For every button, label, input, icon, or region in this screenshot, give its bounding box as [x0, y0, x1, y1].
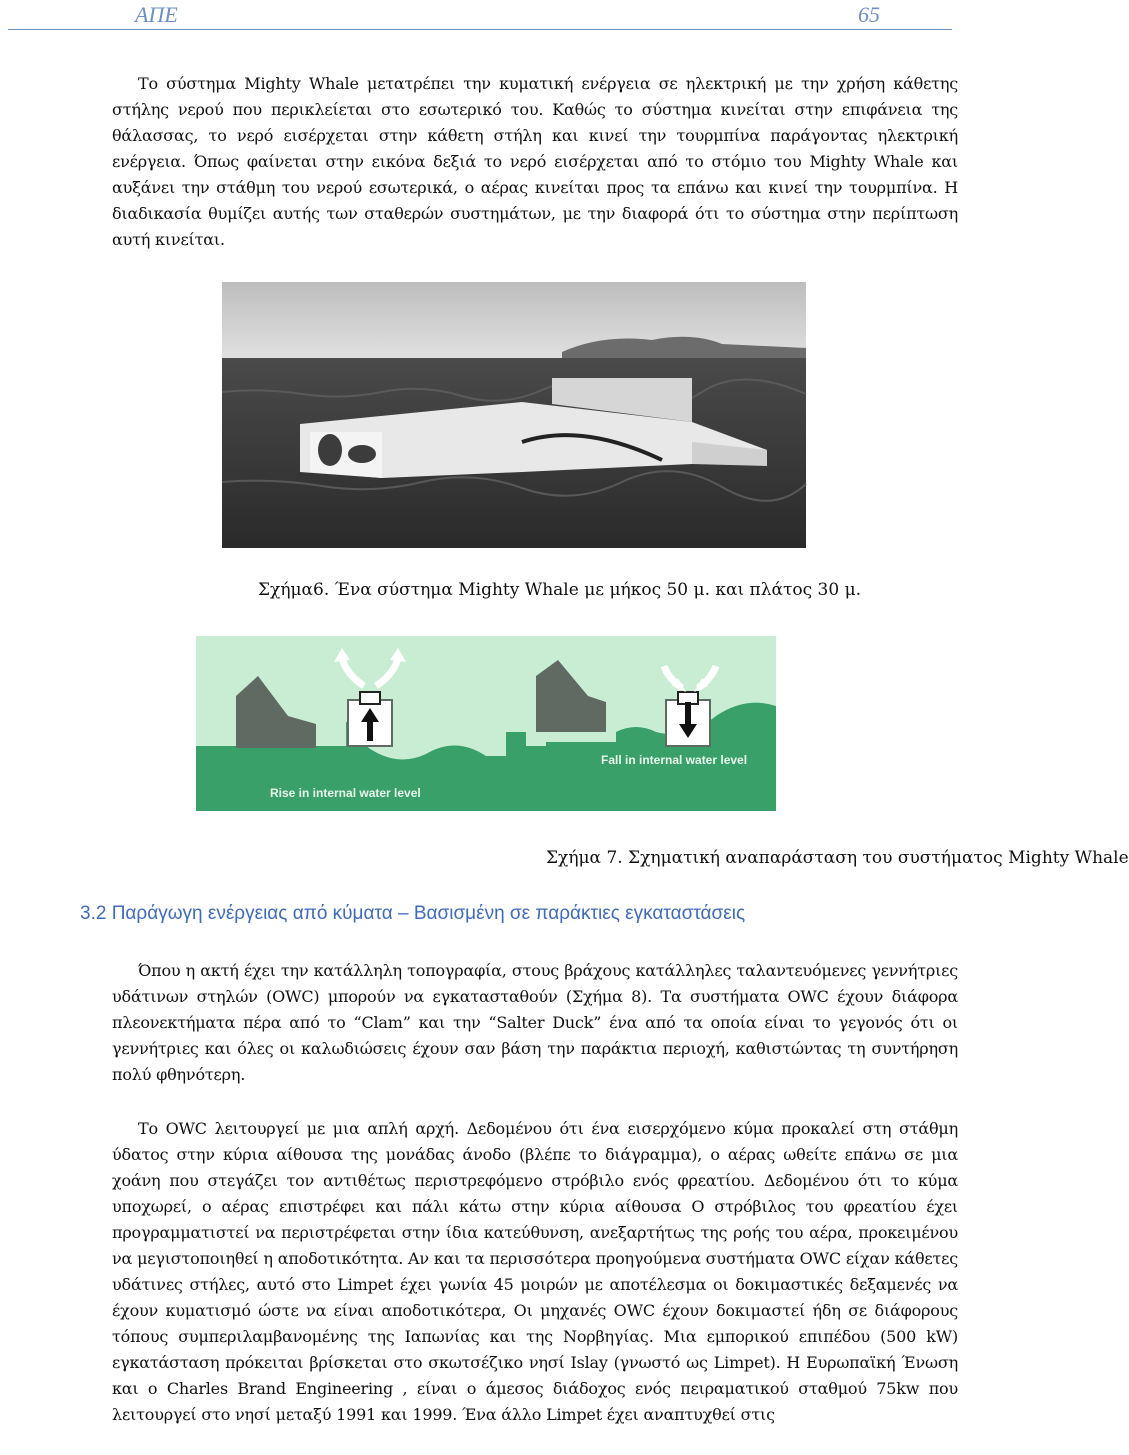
paragraph-text: Όπου η ακτή έχει την κατάλληλη τοπογραφία, στους βράχους κατάλληλες ταλαντευόμενες γεννήτριες υδάτινων στηλών (OWC) μπορούν να εγκατασταθούν (Σχήμα 8). Τα συστήματα OWC έχουν διάφορα πλεονεκτήματα πέρα από το “Clam” και την “Salter Duck” ένα από τα οποία είναι το γεγονός ότι οι γεννήτριες και όλες οι καλωδιώσεις έχουν σαν βάση την παράκτια περιοχή, καθιστώντας τη συντήρηση πολύ φθηνότερη.: [112, 961, 958, 1084]
header-title: ΑΠΕ: [135, 2, 178, 27]
figure6-caption: Σχήμα6. Ένα σύστημα Mighty Whale με μήκος 50 μ. και πλάτος 30 μ.: [258, 580, 862, 600]
label-fall: Fall in internal water level: [601, 753, 748, 767]
paragraph-owc-intro: [112, 958, 958, 1088]
header-rule: [8, 29, 952, 30]
section-heading: 3.2 Παράγωγη ενέργειας από κύματα – Βασισμένη σε παράκτιες εγκαταστάσεις: [80, 903, 746, 924]
owc-diagram: [196, 636, 776, 811]
page-header: [0, 0, 960, 30]
paragraph-owc-principle: [112, 1116, 958, 1428]
label-rise: Rise in internal water level: [270, 786, 421, 800]
mighty-whale-photo: [222, 282, 806, 548]
figure7-caption: Σχήμα 7. Σχηματική αναπαράσταση του συστήματος Mighty Whale: [546, 848, 1129, 868]
paragraph-text: Το σύστημα Mighty Whale μετατρέπει την κυματική ενέργεια σε ηλεκτρική με την χρήση κάθετης στήλης νερού που περικλείεται στο εσωτερικό του. Καθώς το σύστημα κινείται στην επιφάνεια της θάλασσας, το νερό εισέρχεται στην κάθετη στήλη και κινεί την τουρμπίνα παράγοντας ηλεκτρική ενέργεια. Όπως φαίνεται στην εικόνα δεξιά το νερό εισέρχεται από το στόμιο του Mighty Whale και αυξάνει την στάθμη του νερού εσωτερικά, ο αέρας κινείται προς τα επάνω και κινεί την τουρμπίνα. Η διαδικασία θυμίζει αυτής των σταθερών συστημάτων, με την διαφορά ότι το σύστημα στην περίπτωση αυτή κινείται.: [112, 74, 958, 249]
paragraph-text: Το OWC λειτουργεί με μια απλή αρχή. Δεδομένου ότι ένα εισερχόμενο κύμα προκαλεί στη στάθμη ύδατος στην κύρια αίθουσα της μονάδας άνοδο (βλέπε το διάγραμμα), ο αέρας ωθείτε επάνω σε μια χοάνη που στεγάζει τον αντιθέτως περιστρεφόμενο στρόβιλο ενός φρεατίου. Δεδομένου ότι το κύμα υποχωρεί, ο αέρας επιστρέφει και πάλι κάτω στην κύρια αίθουσα Ο στρόβιλος του φρεατίου έχει προγραμματιστεί να περιστρέφεται στην ίδια κατεύθυνση, ανεξαρτήτως της ροής του αέρα, προκειμένου να μεγιστοποιηθεί η αποδοτικότητα. Αν και τα περισσότερα προηγούμενα συστήματα OWC είχαν κάθετες υδάτινες στήλες, αυτό στο Limpet έχει γωνία 45 μοιρών με αποτέλεσμα οι δοκιμαστικές δεξαμενές να έχουν κυματισμό ώστε να είναι αποδοτικότερα, Οι μηχανές OWC έχουν δοκιμαστεί ήδη σε διάφορους τόπους συμπεριλαμβανομένης της Ιαπωνίας και της Νορβηγίας. Μια εμπορικού επιπέδου (500 kW) εγκατάσταση πρόκειται βρίσκεται στο σκωτσέζικο νησί Islay (γνωστό ως Limpet). Η Ευρωπαϊκή Ένωση και ο Charles Brand Engineering , είναι ο άμεσος διάδοχος ενός πειραματικού σταθμού 75kw που λειτουργεί στο νησί μεταξύ 1991 και 1999. Ένα άλλο Limpet έχει αναπτυχθεί στις: [112, 1119, 958, 1424]
page-number: 65: [858, 2, 880, 27]
paragraph-mighty-whale: [112, 71, 958, 253]
